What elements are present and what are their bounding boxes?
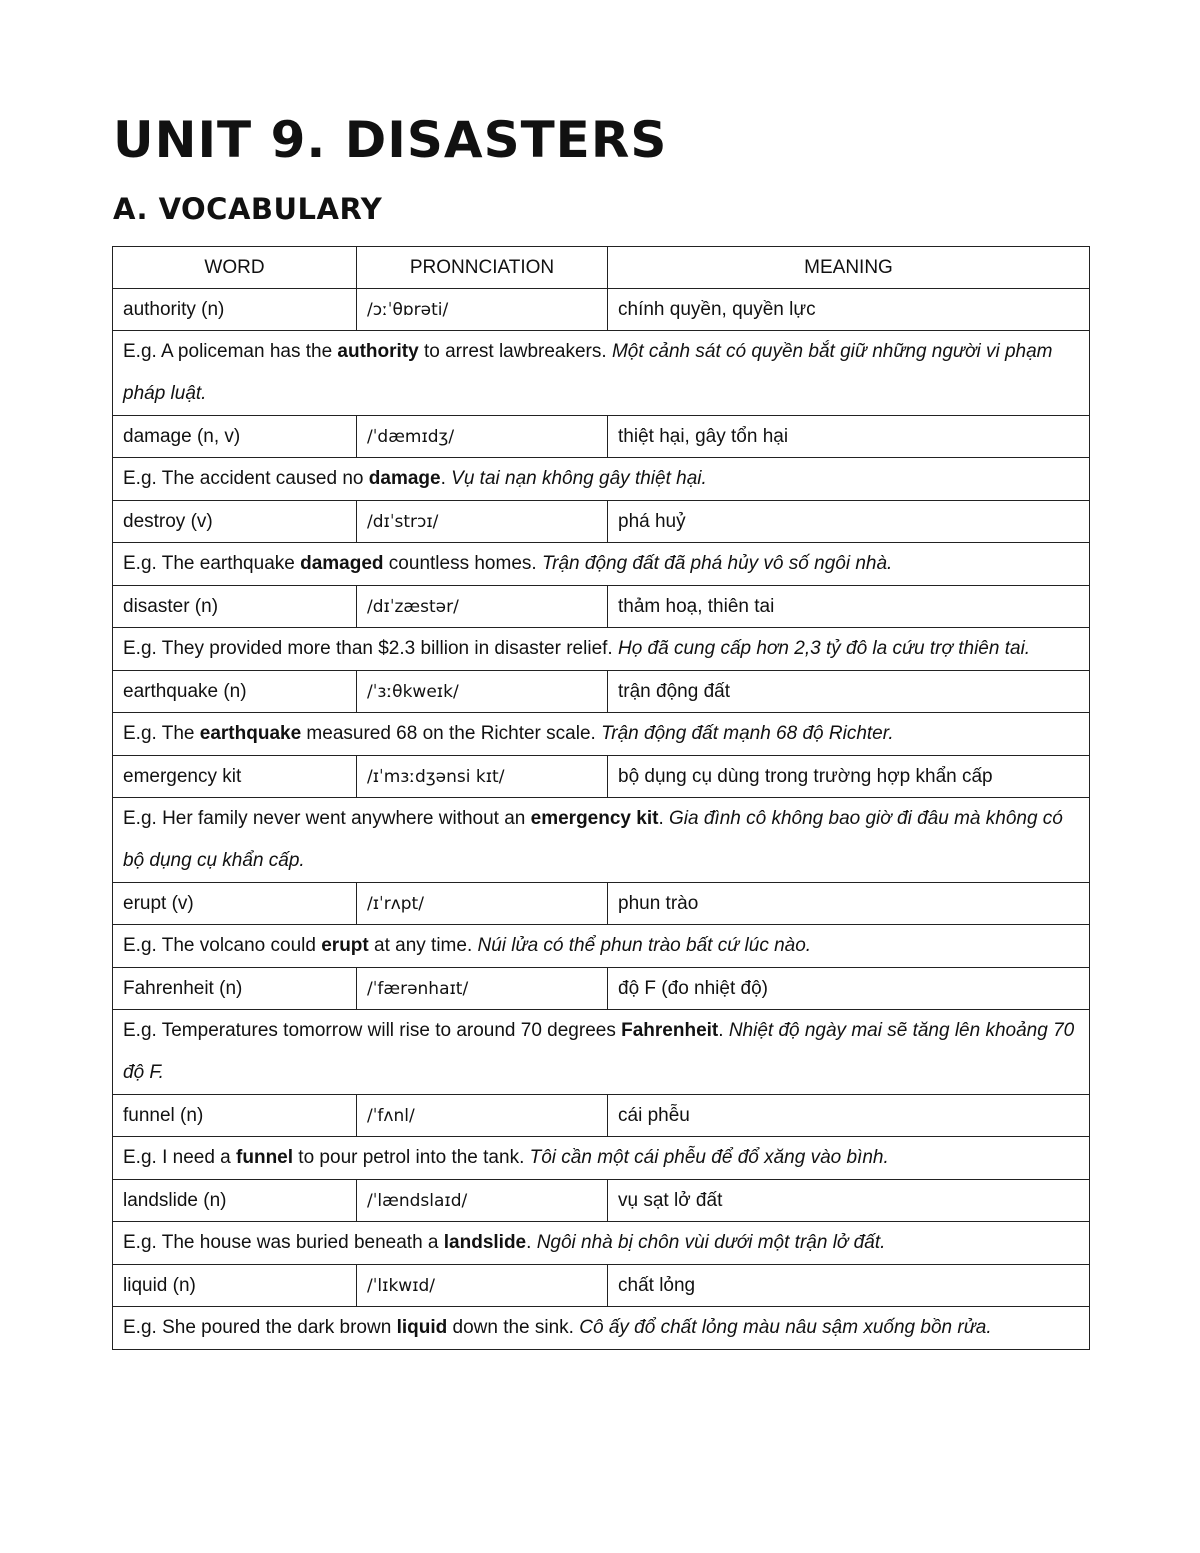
- vocab-pronunciation: /ˈfʌnl/: [357, 1095, 608, 1137]
- vocab-meaning: thiệt hại, gây tổn hại: [608, 416, 1090, 458]
- example-term: Fahrenheit: [621, 1020, 719, 1041]
- vocab-example-row: [113, 713, 1090, 756]
- example-translation: Vụ tai nạn không gây thiệt hại.: [451, 468, 707, 489]
- vocab-word-row: [113, 883, 1090, 925]
- example-sentence: [113, 1010, 1090, 1095]
- example-translation: Họ đã cung cấp hơn 2,3 tỷ đô la cứu trợ thiên tai.: [617, 638, 1031, 659]
- vocab-word: damage (n, v): [113, 416, 357, 458]
- example-text: to arrest lawbreakers.: [418, 341, 612, 362]
- vocab-meaning: phun trào: [608, 883, 1090, 925]
- example-sentence: [113, 713, 1090, 756]
- example-term: erupt: [321, 935, 369, 956]
- example-term: landslide: [443, 1232, 527, 1253]
- example-text: .: [440, 468, 452, 489]
- example-sentence: [113, 628, 1090, 671]
- example-sentence: [113, 798, 1090, 883]
- vocab-word: Fahrenheit (n): [113, 968, 357, 1010]
- vocab-word-row: [113, 586, 1090, 628]
- vocab-word-row: [113, 1180, 1090, 1222]
- example-text: E.g. I need a: [123, 1147, 237, 1168]
- example-text: E.g. The earthquake: [123, 553, 301, 574]
- example-translation: Cô ấy đổ chất lỏng màu nâu sậm xuống bồn rửa.: [579, 1317, 992, 1338]
- column-header-meaning: MEANING: [608, 247, 1090, 289]
- example-sentence: [113, 543, 1090, 586]
- example-text: E.g. She poured the dark brown: [123, 1317, 397, 1338]
- vocab-meaning: vụ sạt lở đất: [608, 1180, 1090, 1222]
- example-text: E.g. The: [123, 723, 200, 744]
- vocab-word: destroy (v): [113, 501, 357, 543]
- example-text: .: [526, 1232, 537, 1253]
- vocab-meaning: bộ dụng cụ dùng trong trường hợp khẩn cấp: [608, 756, 1090, 798]
- vocab-example-row: [113, 925, 1090, 968]
- column-header-word: WORD: [113, 247, 357, 289]
- vocab-pronunciation: /ɔːˈθɒrəti/: [357, 289, 608, 331]
- vocab-pronunciation: /ˈlændslaɪd/: [357, 1180, 608, 1222]
- vocab-example-row: [113, 798, 1090, 883]
- vocab-pronunciation: /ˈfærənhaɪt/: [357, 968, 608, 1010]
- vocab-word-row: [113, 1095, 1090, 1137]
- example-term: earthquake: [199, 723, 302, 744]
- example-text: at any time.: [368, 935, 478, 956]
- vocabulary-rows: [113, 289, 1090, 1350]
- example-text: E.g. A policeman has the: [123, 341, 338, 362]
- vocab-meaning: cái phễu: [608, 1095, 1090, 1137]
- example-term: liquid: [396, 1317, 448, 1338]
- vocab-word-row: [113, 968, 1090, 1010]
- vocab-example-row: [113, 1010, 1090, 1095]
- vocabulary-table: [112, 246, 1090, 1350]
- vocab-pronunciation: /ˈɜːθkweɪk/: [357, 671, 608, 713]
- vocab-meaning: chính quyền, quyền lực: [608, 289, 1090, 331]
- example-text: E.g. The volcano could: [123, 935, 322, 956]
- vocab-pronunciation: /dɪˈstrɔɪ/: [357, 501, 608, 543]
- vocab-meaning: thảm hoạ, thiên tai: [608, 586, 1090, 628]
- example-text: E.g. The accident caused no: [123, 468, 369, 489]
- vocab-word-row: [113, 671, 1090, 713]
- example-term: damage: [368, 468, 441, 489]
- example-sentence: [113, 458, 1090, 501]
- vocab-word-row: [113, 501, 1090, 543]
- vocab-pronunciation: /ɪˈmɜːdʒənsi kɪt/: [357, 756, 608, 798]
- example-term: funnel: [236, 1147, 294, 1168]
- vocab-meaning: phá huỷ: [608, 501, 1090, 543]
- example-text: countless homes.: [383, 553, 542, 574]
- vocab-example-row: [113, 1137, 1090, 1180]
- vocab-word: emergency kit: [113, 756, 357, 798]
- vocab-example-row: [113, 458, 1090, 501]
- vocab-word: authority (n): [113, 289, 357, 331]
- vocab-word: liquid (n): [113, 1265, 357, 1307]
- vocab-pronunciation: /dɪˈzæstər/: [357, 586, 608, 628]
- example-sentence: [113, 331, 1090, 416]
- example-translation: Tôi cần một cái phễu để đổ xăng vào bình.: [529, 1147, 889, 1168]
- vocab-word: disaster (n): [113, 586, 357, 628]
- vocab-example-row: [113, 1222, 1090, 1265]
- vocab-meaning: chất lỏng: [608, 1265, 1090, 1307]
- example-translation: Ngôi nhà bị chôn vùi dưới một trận lở đất.: [536, 1232, 886, 1253]
- vocab-word-row: [113, 416, 1090, 458]
- example-text: measured 68 on the Richter scale.: [301, 723, 602, 744]
- example-term: emergency kit: [530, 808, 659, 829]
- example-sentence: [113, 1137, 1090, 1180]
- vocab-example-row: [113, 628, 1090, 671]
- example-translation: Nhiệt độ ngày mai sẽ tăng lên khoảng 70 độ F.: [123, 1020, 1075, 1083]
- section-heading: A. VOCABULARY: [113, 192, 383, 226]
- vocab-example-row: [113, 331, 1090, 416]
- example-translation: Gia đình cô không bao giờ đi đâu mà không có bộ dụng cụ khẩn cấp.: [123, 808, 1063, 871]
- example-sentence: [113, 925, 1090, 968]
- example-text: .: [718, 1020, 729, 1041]
- example-term: authority: [337, 341, 419, 362]
- vocab-pronunciation: /ˈlɪkwɪd/: [357, 1265, 608, 1307]
- example-text: to pour petrol into the tank.: [293, 1147, 530, 1168]
- vocab-word-row: [113, 756, 1090, 798]
- vocab-word: erupt (v): [113, 883, 357, 925]
- example-sentence: [113, 1307, 1090, 1350]
- vocab-example-row: [113, 1307, 1090, 1350]
- example-text: down the sink.: [447, 1317, 580, 1338]
- example-translation: Một cảnh sát có quyền bắt giữ những người vi phạm pháp luật.: [123, 341, 1053, 404]
- vocab-word-row: [113, 289, 1090, 331]
- page-title: UNIT 9. DISASTERS: [113, 111, 668, 169]
- column-header-pronunciation: PRONNCIATION: [357, 247, 608, 289]
- example-text: E.g. They provided more than $2.3 billion in disaster relief.: [123, 638, 618, 659]
- vocab-word: earthquake (n): [113, 671, 357, 713]
- example-text: E.g. Her family never went anywhere without an: [123, 808, 531, 829]
- example-translation: Trận động đất đã phá hủy vô số ngôi nhà.: [541, 553, 893, 574]
- vocab-meaning: trận động đất: [608, 671, 1090, 713]
- example-term: damaged: [300, 553, 384, 574]
- vocab-meaning: độ F (đo nhiệt độ): [608, 968, 1090, 1010]
- table-header-row: [113, 247, 1090, 289]
- vocab-pronunciation: /ɪˈrʌpt/: [357, 883, 608, 925]
- example-text: .: [658, 808, 669, 829]
- vocab-example-row: [113, 543, 1090, 586]
- vocab-word-row: [113, 1265, 1090, 1307]
- example-translation: Trận động đất mạnh 68 độ Richter.: [601, 723, 894, 744]
- vocab-word: landslide (n): [113, 1180, 357, 1222]
- example-sentence: [113, 1222, 1090, 1265]
- vocab-pronunciation: /ˈdæmɪdʒ/: [357, 416, 608, 458]
- example-translation: Núi lửa có thể phun trào bất cứ lúc nào.: [477, 935, 812, 956]
- example-text: E.g. Temperatures tomorrow will rise to around 70 degrees: [123, 1020, 622, 1041]
- example-text: E.g. The house was buried beneath a: [123, 1232, 444, 1253]
- vocab-word: funnel (n): [113, 1095, 357, 1137]
